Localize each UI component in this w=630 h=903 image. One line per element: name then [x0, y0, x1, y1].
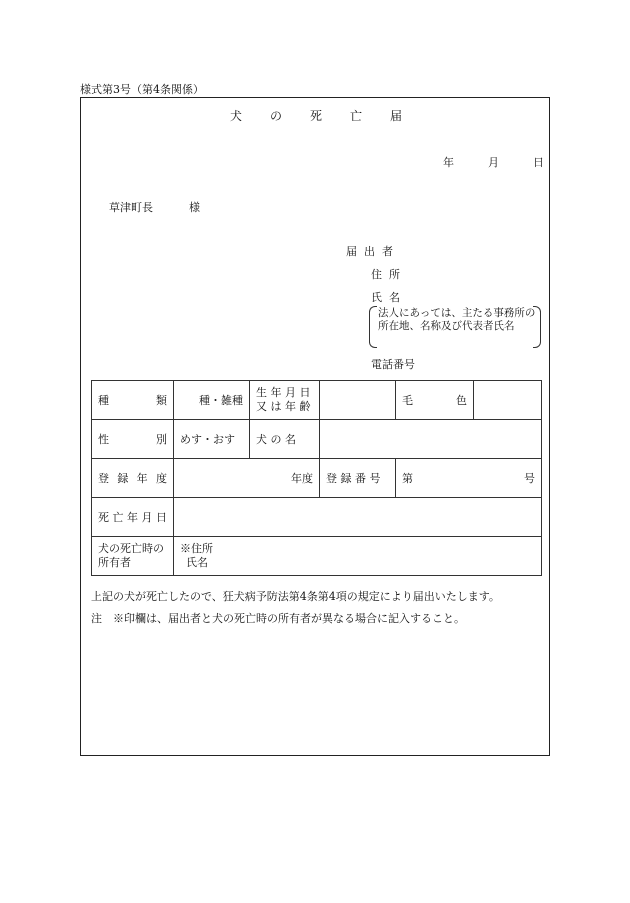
reg-no-value[interactable] — [396, 459, 542, 498]
table-row — [92, 498, 542, 537]
owner-label — [92, 537, 174, 576]
notification-form — [80, 97, 550, 756]
title-char: 亡 — [350, 109, 363, 123]
table-row — [92, 420, 542, 459]
reg-no-label: 登 録 番 号 — [320, 459, 396, 498]
reg-year-label: 登録年度 — [92, 459, 174, 498]
dog-name-value[interactable] — [320, 420, 542, 459]
applicant-address-label: 住所 — [371, 268, 407, 281]
corporate-note-text: 法人にあっては、主たる事務所の所在地、名称及び代表者氏名 — [378, 307, 536, 332]
title-char: 死 — [309, 109, 322, 123]
dog-details-table — [91, 380, 542, 576]
birth-label — [250, 381, 320, 420]
month-unit: 月 — [488, 156, 499, 169]
date-line — [443, 154, 544, 170]
addressee — [109, 199, 200, 215]
owner-address-label: ※住所 — [180, 542, 213, 555]
color-value[interactable] — [474, 381, 542, 420]
death-date-label: 死亡年月日 — [92, 498, 174, 537]
year-unit: 年 — [443, 156, 454, 169]
bracket-right — [533, 306, 541, 348]
table-row — [92, 537, 542, 576]
sex-value[interactable]: めす・おす — [174, 420, 250, 459]
notifier-label: 届出者 — [346, 245, 400, 258]
reg-no-suffix: 号 — [524, 472, 535, 485]
phone-label: 電話番号 — [371, 358, 415, 371]
applicant-name-label: 氏名 — [371, 291, 407, 304]
breed-value[interactable]: 種・雑種 — [174, 381, 250, 420]
sex-label: 性別 — [92, 420, 174, 459]
table-row — [92, 459, 542, 498]
owner-label-line: 所有者 — [98, 556, 131, 569]
addressee-honorific: 様 — [189, 201, 200, 214]
form-note: 注 ※印欄は、届出者と犬の死亡時の所有者が異なる場合に記入すること。 — [91, 612, 465, 625]
title-char: 犬 — [229, 109, 242, 123]
title-char: 届 — [390, 109, 403, 123]
form-number: 様式第3号（第4条関係） — [80, 83, 204, 96]
color-label: 毛色 — [396, 381, 474, 420]
corporate-note — [369, 306, 541, 348]
owner-name-label: 氏名 — [186, 556, 208, 569]
title-char: の — [269, 109, 282, 123]
day-unit: 日 — [533, 156, 544, 169]
owner-value[interactable] — [174, 537, 542, 576]
addressee-name: 草津町長 — [109, 201, 153, 214]
breed-label: 種類 — [92, 381, 174, 420]
bracket-left — [369, 306, 377, 348]
reg-year-value[interactable]: 年度 — [174, 459, 320, 498]
birth-label-line: 生 年 月 日 — [256, 386, 311, 399]
death-date-value[interactable] — [174, 498, 542, 537]
dog-name-label: 犬 の 名 — [250, 420, 320, 459]
birth-label-line: 又 は 年 齢 — [256, 400, 311, 413]
birth-value[interactable] — [320, 381, 396, 420]
declaration-statement: 上記の犬が死亡したので、狂犬病予防法第4条第4項の規定により届出いたします。 — [91, 590, 500, 603]
table-row — [92, 381, 542, 420]
owner-label-line: 犬の死亡時の — [98, 542, 164, 555]
reg-no-prefix: 第 — [402, 472, 413, 485]
form-title — [81, 107, 551, 124]
